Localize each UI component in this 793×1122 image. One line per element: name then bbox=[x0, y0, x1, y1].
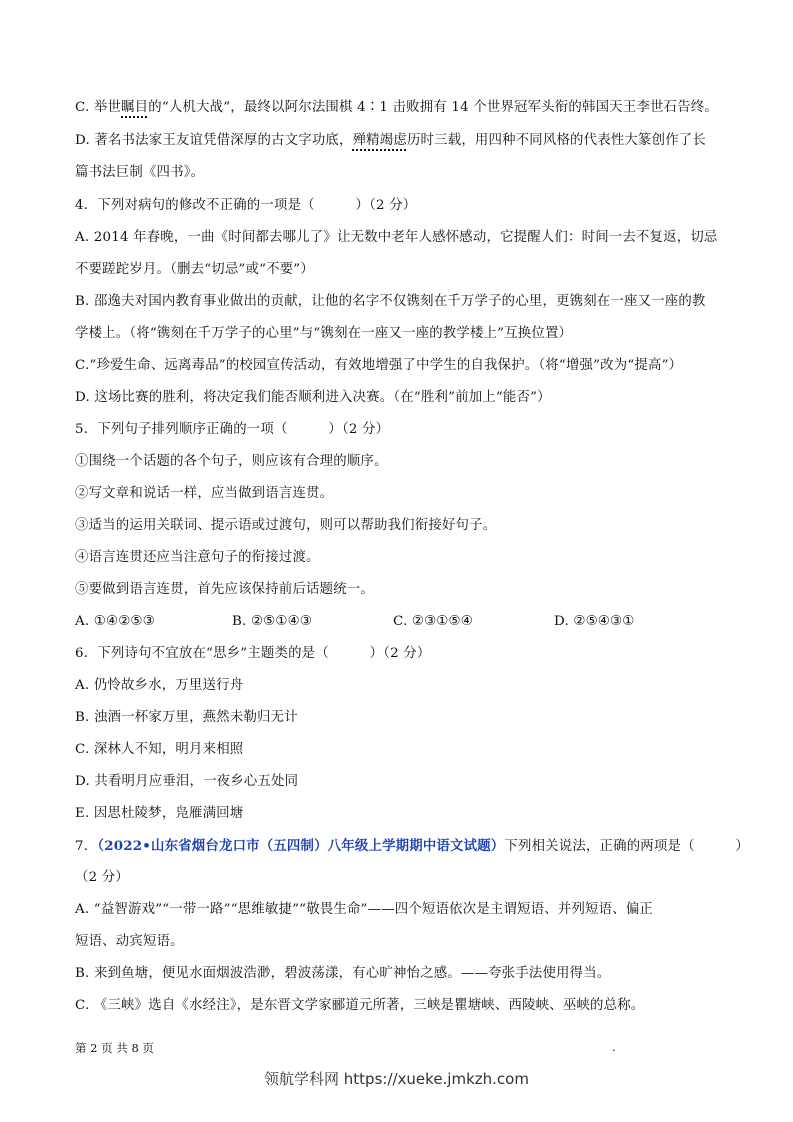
q6-option-d: D. 共看明月应垂泪，一夜乡心五处同 bbox=[75, 774, 299, 789]
q7-source-label: （2022•山东省烟台龙口市（五四制）八年级上学期期中语文试题） bbox=[97, 838, 505, 854]
q4-option-d: D. 这场比赛的胜利，将决定我们能否顺利进入决赛。（在“胜利”前加上“能否”） bbox=[75, 390, 551, 405]
q4-option-a: A. 2014 年春晚，一曲《时间都去哪儿了》让无数中老年人感怀感动，它提醒人们：时间一去不复返，切忌 bbox=[75, 230, 718, 245]
q6-option-e: E. 因思杜陵梦，凫雁满回塘 bbox=[75, 806, 244, 821]
q6-option-c: C. 深林人不知，明月来相照 bbox=[75, 742, 244, 757]
q5-sentence-4: ④语言连贯还应当注意句子的衔接过渡。 bbox=[75, 550, 320, 565]
q5-option-b: B. ②⑤①④③ bbox=[232, 614, 312, 629]
q5-sentence-2: ②写文章和说话一样，应当做到语言连贯。 bbox=[75, 486, 334, 501]
question-6: 6．下列诗句不宜放在“思乡”主题类的是（ ）（2 分） bbox=[75, 646, 431, 661]
q7-option-b: B. 来到鱼塘，便见水面烟波浩渺，碧波荡漾，有心旷神怡之感。——夸张手法使用得当。 bbox=[75, 966, 611, 981]
watermark: 领航学科网 https://xueke.jmkzh.com bbox=[264, 1070, 529, 1088]
q7-option-a-cont: 短语、动宾短语。 bbox=[75, 934, 184, 949]
q5-option-c: C. ②③①⑤④ bbox=[393, 614, 473, 629]
q7-text: 下列相关说法，正确的两项是（ ） bbox=[504, 839, 750, 854]
q7-option-a: A. “益智游戏”“一带一路”“思维敏捷”“敬畏生命”——四个短语依次是主谓短语、并列短语、偏正 bbox=[75, 902, 653, 917]
q5-sentence-1: ①围绕一个话题的各个句子，则应该有合理的顺序。 bbox=[75, 454, 388, 469]
question-7 bbox=[75, 836, 750, 857]
q5-option-d: D. ②⑤④③① bbox=[554, 614, 635, 629]
q5-option-a: A. ①④②⑤③ bbox=[75, 614, 155, 629]
q3-option-d-emphasis: 殚精竭虑 bbox=[352, 133, 407, 148]
q3-option-d-text: D. 著名书法家王友谊凭借深厚的古文字功底， bbox=[75, 133, 353, 148]
q3-option-d-text-rest: 历时三载，用四种不同风格的代表性大篆创作了长 bbox=[406, 133, 706, 148]
q3-option-d bbox=[75, 131, 735, 151]
page-number: 第 2 页 共 8 页 bbox=[75, 1041, 154, 1055]
q7-score: （2 分） bbox=[75, 870, 129, 885]
q6-option-b: B. 浊酒一杯家万里，燕然未勒归无计 bbox=[75, 710, 298, 725]
q3-option-c-emphasis: 瞩目 bbox=[121, 100, 149, 115]
q3-option-c-text: C. 举世 bbox=[75, 100, 122, 115]
q4-option-b-cont: 学楼上。（将“镌刻在千万学子的心里”与“镌刻在一座又一座的教学楼上”互换位置） bbox=[75, 326, 573, 341]
q5-sentence-3: ③适当的运用关联词、提示语或过渡句，则可以帮助我们衔接好句子。 bbox=[75, 518, 497, 533]
q7-option-c: C. 《三峡》选自《水经注》，是东晋文学家郦道元所著，三峡是瞿塘峡、西陵峡、巫峡的总称。 bbox=[75, 998, 645, 1013]
q4-option-a-cont: 不要蹉跎岁月。（删去“切忌”或“不要”） bbox=[75, 262, 314, 277]
footer-dot: . bbox=[612, 1040, 616, 1054]
q7-number: 7． bbox=[75, 839, 98, 854]
q4-option-b: B. 邵逸夫对国内教育事业做出的贡献，让他的名字不仅镌刻在千万学子的心里，更镌刻在一座又一座的教 bbox=[75, 294, 706, 309]
question-4: 4．下列对病句的修改不正确的一项是（ ）（2 分） bbox=[75, 198, 417, 213]
q3-option-d-cont: 篇书法巨制《四书》。 bbox=[75, 165, 205, 180]
q6-option-a: A. 仍怜故乡水，万里送行舟 bbox=[75, 678, 244, 693]
question-5: 5．下列句子排列顺序正确的一项（ ）（2 分） bbox=[75, 422, 390, 437]
q3-option-c-text-rest: 的“人机大战”，最终以阿尔法围棋 4∶1 击败拥有 14 个世界冠军头衔的韩国天王李世石告终。 bbox=[148, 100, 718, 115]
q3-option-c bbox=[75, 98, 735, 118]
q5-sentence-5: ⑤要做到语言连贯，首先应该保持前后话题统一。 bbox=[75, 582, 374, 597]
q4-option-c: C.“珍爱生命、远离毒品”的校园宣传活动，有效地增强了中学生的自我保护。（将“增强”改为“提高”） bbox=[75, 358, 683, 373]
